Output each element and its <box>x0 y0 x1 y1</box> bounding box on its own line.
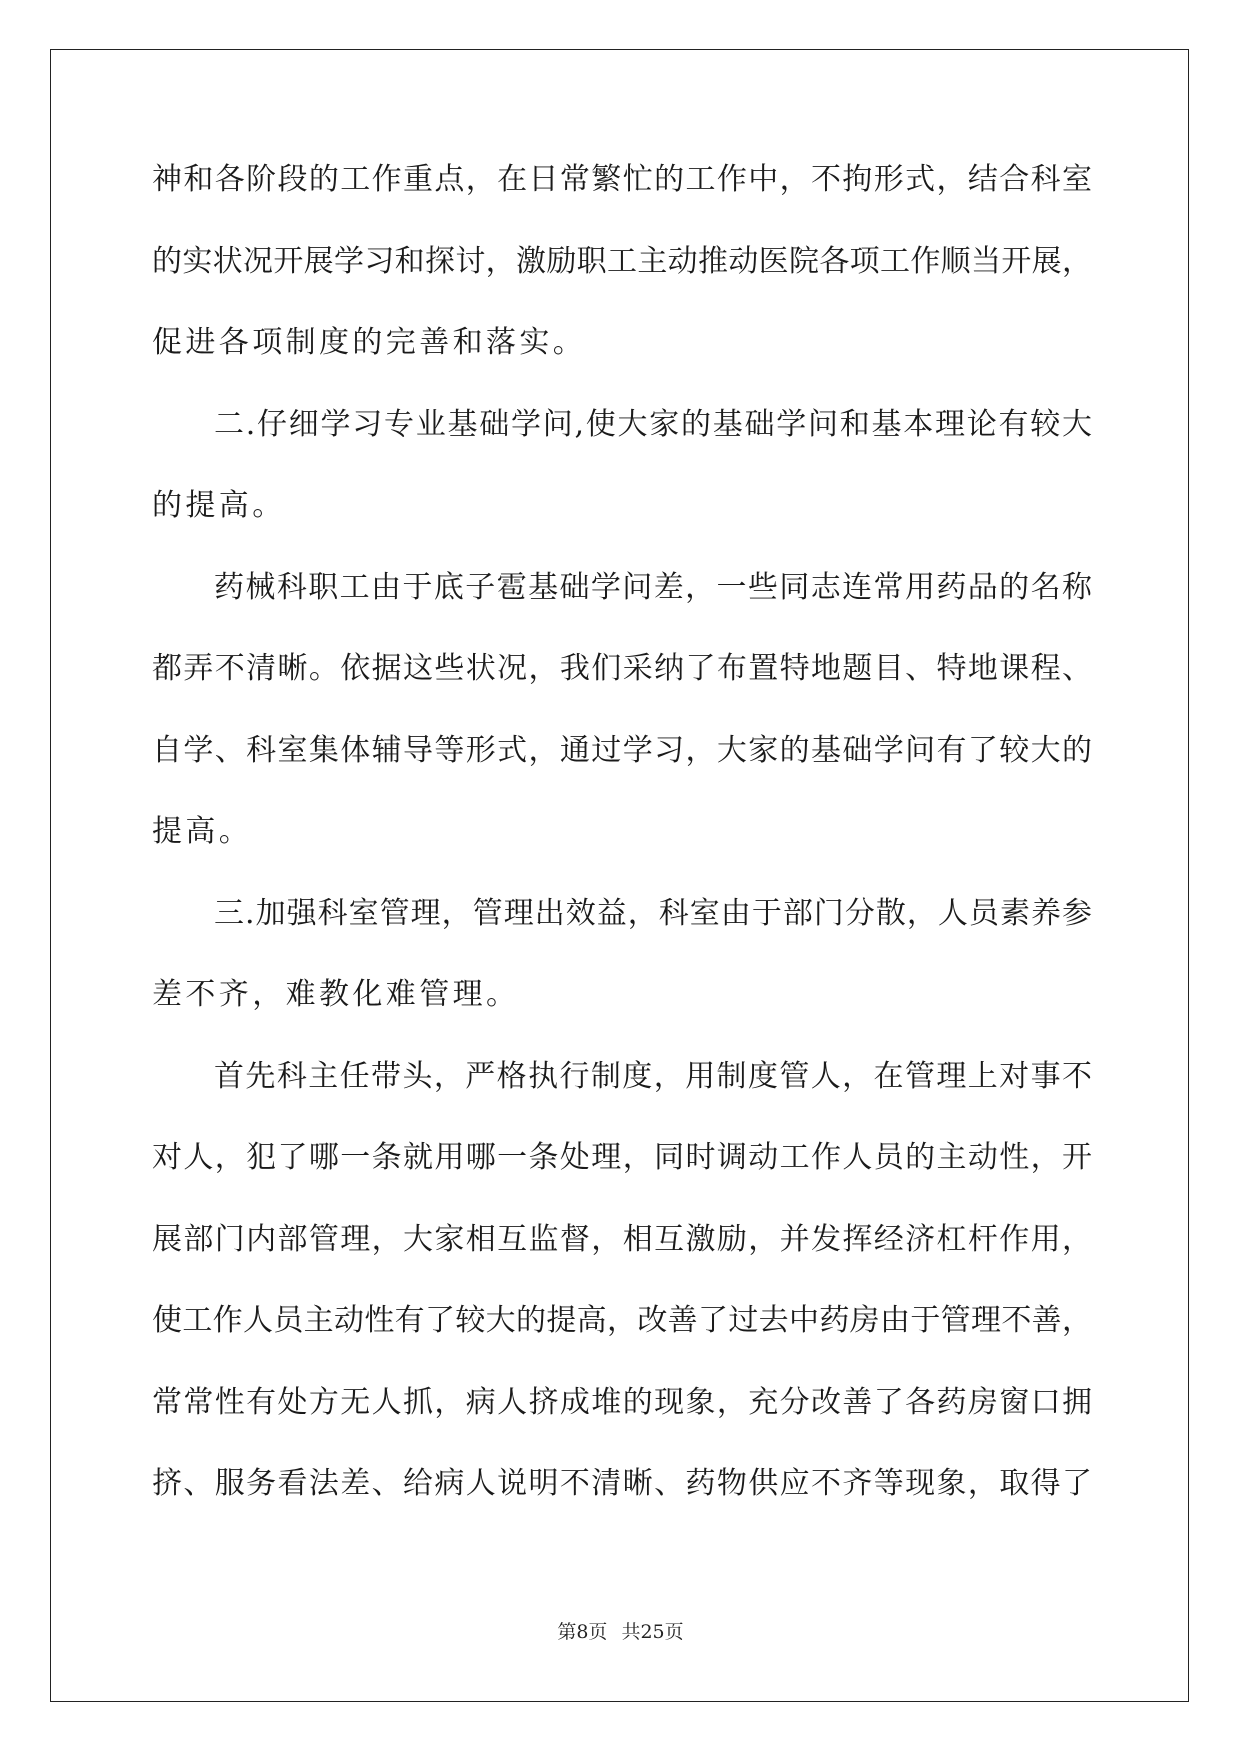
text-line: 常常性有处方无人抓，病人挤成堆的现象，充分改善了各药房窗口拥 <box>152 1384 1092 1420</box>
text-line: 三.加强科室管理，管理出效益，科室由于部门分散，人员素养参 <box>214 895 1092 931</box>
text-line: 首先科主任带头，严格执行制度，用制度管人，在管理上对事不 <box>214 1058 1092 1094</box>
text-line: 促进各项制度的完善和落实。 <box>152 325 587 360</box>
text-line: 的实状况开展学习和探讨，激励职工主动推动医院各项工作顺当开展， <box>152 243 1092 279</box>
text-line: 都弄不清晰。依据这些状况，我们采纳了布置特地题目、特地课程、 <box>152 651 1092 686</box>
text-line: 挤、服务看法差、给病人说明不清晰、药物供应不齐等现象，取得了 <box>152 1466 1092 1501</box>
page-total: 共25页 <box>621 1621 684 1643</box>
text-line: 差不齐，难教化难管理。 <box>152 977 520 1012</box>
text-line: 神和各阶段的工作重点，在日常繁忙的工作中，不拘形式，结合科室 <box>152 162 1092 197</box>
text-line: 自学、科室集体辅导等形式，通过学习，大家的基础学问有了较大的 <box>152 732 1092 768</box>
text-line: 药械科职工由于底子雹基础学问差，一些同志连常用药品的名称 <box>214 569 1092 605</box>
text-line: 使工作人员主动性有了较大的提高，改善了过去中药房由于管理不善， <box>152 1303 1092 1338</box>
text-line: 的提高。 <box>152 488 286 523</box>
document-body <box>152 162 1092 1551</box>
text-line: 对人，犯了哪一条就用哪一条处理，同时调动工作人员的主动性，开 <box>152 1140 1092 1175</box>
page-number: 第8页 <box>557 1621 608 1643</box>
page-footer <box>0 1621 1241 1643</box>
text-line: 提高。 <box>152 814 253 849</box>
text-line: 展部门内部管理，大家相互监督，相互激励，并发挥经济杠杆作用， <box>152 1221 1092 1257</box>
text-line: 二.仔细学习专业基础学问,使大家的基础学问和基本理论有较大 <box>214 406 1092 442</box>
